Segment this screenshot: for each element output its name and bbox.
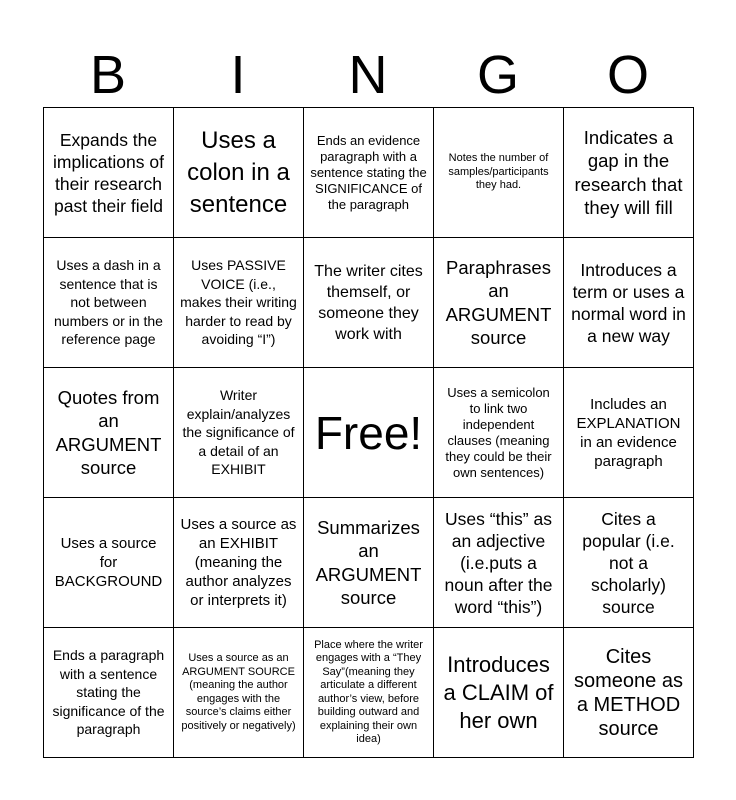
bingo-cell[interactable] xyxy=(44,498,174,628)
bingo-cell-free[interactable] xyxy=(304,368,434,498)
cell-text: Includes an EXPLANATION in an evidence paragraph xyxy=(576,395,681,470)
bingo-cell[interactable] xyxy=(564,628,694,758)
title-letter-o: O xyxy=(606,45,649,105)
bingo-cell[interactable] xyxy=(304,628,434,758)
bingo-cell[interactable] xyxy=(174,108,304,238)
title-letter-i: I xyxy=(230,45,246,105)
cell-text: The writer cites themself, or someone they work with xyxy=(314,262,423,343)
bingo-cell[interactable] xyxy=(434,108,564,238)
bingo-cell[interactable] xyxy=(44,108,174,238)
title-letter-n: N xyxy=(348,45,388,105)
bingo-cell[interactable] xyxy=(304,238,434,368)
cell-text: Expands the implications of their research past their field xyxy=(53,129,164,216)
bingo-cell[interactable] xyxy=(174,628,304,758)
cell-text: Cites a popular (i.e. not a scholarly) source xyxy=(582,508,675,617)
cell-text: Uses a dash in a sentence that is not between numbers or in the reference page xyxy=(54,257,163,348)
bingo-cell[interactable] xyxy=(564,108,694,238)
bingo-cell[interactable] xyxy=(304,108,434,238)
cell-text: Indicates a gap in the research that they will fill xyxy=(574,126,683,218)
bingo-cell[interactable] xyxy=(434,368,564,498)
bingo-card-grid xyxy=(43,107,694,758)
bingo-cell[interactable] xyxy=(174,498,304,628)
cell-text: Ends an evidence paragraph with a sentence stating the SIGNIFICANCE of the paragraph xyxy=(310,132,427,212)
bingo-cell[interactable] xyxy=(434,628,564,758)
title-letter-b: B xyxy=(89,45,127,105)
bingo-cell[interactable] xyxy=(564,368,694,498)
cell-text: Writer explain/analyzes the significance of a detail of an EXHIBIT xyxy=(182,387,295,478)
bingo-cell[interactable] xyxy=(44,238,174,368)
cell-text: Place where the writer engages with a “They Say”(meaning they articulate a different author’s view, before building outward and explaining their own idea) xyxy=(314,638,423,745)
cell-text: Introduces a CLAIM of her own xyxy=(443,651,554,733)
bingo-cell[interactable] xyxy=(564,238,694,368)
cell-text: Uses “this” as an adjective (i.e.puts a noun after the word “this”) xyxy=(444,508,553,617)
cell-text: Notes the number of samples/participants they had. xyxy=(448,152,549,192)
bingo-title xyxy=(43,44,693,106)
cell-text: Uses a source for BACKGROUND xyxy=(54,535,163,590)
cell-text: Ends a paragraph with a sentence stating the significance of the paragraph xyxy=(52,647,165,738)
cell-text: Paraphrases an ARGUMENT source xyxy=(445,256,552,348)
bingo-cell[interactable] xyxy=(434,238,564,368)
bingo-cell[interactable] xyxy=(564,498,694,628)
bingo-cell[interactable] xyxy=(174,368,304,498)
cell-text: Summarizes an ARGUMENT source xyxy=(315,516,422,608)
cell-text: Uses a source as an EXHIBIT (meaning the author analyzes or interprets it) xyxy=(180,516,297,609)
cell-text: Cites someone as a METHOD source xyxy=(574,645,683,740)
cell-text: Uses a semicolon to link two independent clauses (meaning they could be their own sentences) xyxy=(445,384,552,480)
cell-text: Uses PASSIVE VOICE (i.e., makes their writing harder to read by avoiding “I”) xyxy=(180,257,297,348)
bingo-cell[interactable] xyxy=(44,628,174,758)
cell-text: Uses a colon in a sentence xyxy=(187,126,290,218)
bingo-cell[interactable] xyxy=(304,498,434,628)
free-space-label: Free! xyxy=(314,406,423,459)
cell-text: Quotes from an ARGUMENT source xyxy=(55,386,162,478)
bingo-cell[interactable] xyxy=(174,238,304,368)
title-letter-g: G xyxy=(476,45,519,105)
bingo-cell[interactable] xyxy=(44,368,174,498)
bingo-cell[interactable] xyxy=(434,498,564,628)
cell-text: Uses a source as an ARGUMENT SOURCE (meaning the author engages with the source’s claims either positively or negatively) xyxy=(181,652,296,732)
cell-text: Introduces a term or uses a normal word in a new way xyxy=(571,259,686,346)
